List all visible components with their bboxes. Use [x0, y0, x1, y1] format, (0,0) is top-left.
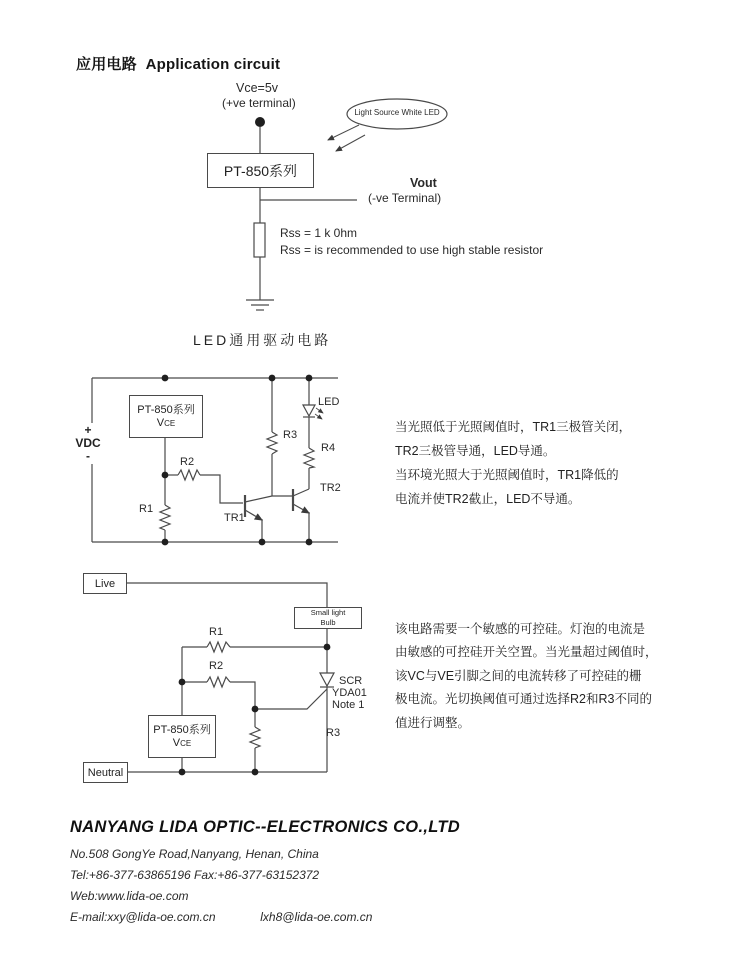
bulb-label-1: Small light — [310, 608, 346, 618]
transistor-tr1 — [245, 495, 272, 542]
pt850-box-c3-vce: VCE — [172, 737, 192, 750]
company-telfax: Tel:+86-377-63865196 Fax:+86-377-63152372 — [70, 868, 320, 882]
neutral-box — [83, 762, 128, 783]
note-block-1 — [395, 415, 705, 511]
ground-icon — [246, 300, 274, 310]
page-title-zh: 应用电路 — [76, 56, 137, 73]
light-source-label: Light Source White LED — [354, 108, 440, 117]
pt850-box-c3 — [148, 715, 216, 758]
company-email-2: lxh8@lida-oe.com.cn — [260, 910, 373, 924]
led-driver-heading: LED通用驱动电路 — [193, 332, 332, 348]
resistor-r4-c2 — [304, 448, 314, 468]
vce-label: Vce=5v — [236, 81, 279, 95]
note1-line: TR2三极管导通，LED导通。 — [395, 444, 556, 458]
r3-label-c2: R3 — [283, 429, 298, 441]
company-name: NANYANG LIDA OPTIC--ELECTRONICS CO.,LTD — [70, 818, 460, 836]
company-email-1: E-mail:xxy@lida-oe.com.cn — [70, 910, 216, 924]
note2-line: 由敏感的可控硅开关空置。当光量超过阈值时， — [395, 645, 658, 660]
rss-note-label: Rss = is recommended to use high stable resistor — [280, 243, 544, 257]
vout-sub-label: (-ve Terminal) — [368, 191, 442, 205]
note1-line: 当光照低于光照阈值时，TR1三极管关闭， — [395, 420, 632, 434]
vdc-plus: + — [84, 423, 92, 437]
r1-label-c2: R1 — [139, 503, 154, 515]
page-title — [76, 53, 280, 74]
note1-line: 当环境光照大于光照阈值时，TR1降低的 — [395, 468, 619, 482]
note2-line: 值进行调整。 — [395, 715, 471, 730]
company-address: No.508 GongYe Road,Nanyang, Henan, China — [70, 847, 319, 861]
terminal-dot — [255, 117, 265, 127]
rss-value-label: Rss = 1 k 0hm — [280, 226, 358, 240]
pt850-box-c2-label: PT-850系列 — [137, 403, 195, 416]
resistor-r1-c3 — [207, 642, 230, 652]
scr-model-label: YDA01 — [332, 687, 367, 699]
resistor-rss — [254, 223, 265, 257]
tr2-label: TR2 — [320, 482, 341, 494]
page-title-en: Application circuit — [145, 56, 281, 73]
r2-label-c2: R2 — [180, 456, 195, 468]
light-rays-icon — [328, 125, 365, 151]
pt850-box-c2 — [129, 395, 203, 438]
resistor-r3-c2 — [267, 432, 277, 454]
note1-line: 电流并使TR2截止，LED不导通。 — [395, 492, 581, 506]
vdc-minus: - — [86, 449, 90, 463]
transistor-tr2 — [293, 468, 309, 542]
scr-icon — [320, 673, 334, 687]
live-label: Live — [94, 577, 116, 590]
vdc-label — [70, 423, 106, 464]
pt850-box-c2-vce: VCE — [156, 417, 176, 430]
pt850-box-c1 — [207, 153, 314, 188]
note-block-2 — [395, 618, 705, 735]
resistor-r3-c3 — [250, 727, 260, 748]
pt850-box-c1-label: PT-850系列 — [223, 162, 298, 179]
r3-label-c3: R3 — [326, 727, 341, 739]
vce-sub-label: (+ve terminal) — [222, 96, 296, 110]
resistor-r1-c2 — [160, 505, 170, 530]
company-web: Web:www.lida-oe.com — [70, 889, 189, 903]
vout-label: Vout — [410, 176, 437, 190]
scr-note-label: Note 1 — [332, 699, 365, 711]
r2-label-c3: R2 — [209, 660, 224, 672]
vdc-text: VDC — [75, 436, 101, 450]
pt850-box-c3-label: PT-850系列 — [153, 723, 211, 736]
resistor-r2-c2 — [178, 470, 200, 480]
live-box — [83, 573, 127, 594]
note2-line: 该VC与VE引脚之间的电流转移了可控硅的栅 — [395, 668, 642, 683]
bulb-box — [294, 607, 362, 629]
company-email — [70, 910, 372, 924]
led-label: LED — [318, 396, 340, 408]
r4-label-c2: R4 — [321, 442, 336, 454]
tr1-label: TR1 — [224, 512, 245, 524]
note2-line: 极电流。光切换阈值可通过选择R2和R3不同的 — [395, 692, 652, 707]
scr-label: SCR — [339, 675, 363, 687]
note2-line: 该电路需要一个敏感的可控硅。灯泡的电流是 — [395, 622, 646, 636]
r1-label-c3: R1 — [209, 626, 224, 638]
neutral-label: Neutral — [87, 766, 124, 779]
bulb-label-2: Bulb — [320, 618, 336, 627]
resistor-r2-c3 — [207, 677, 230, 687]
